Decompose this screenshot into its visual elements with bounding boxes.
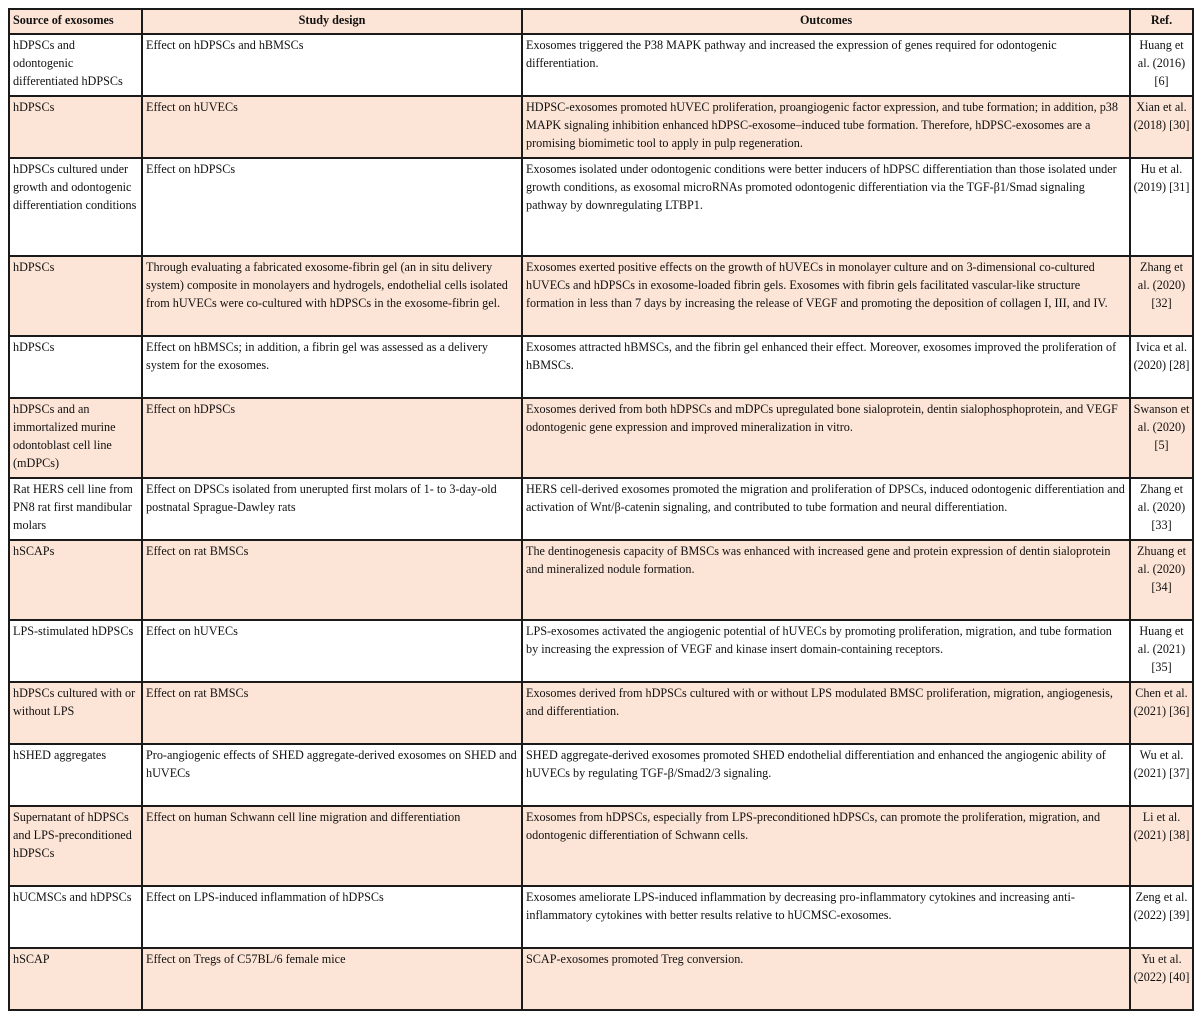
cell-source: LPS-stimulated hDPSCs (9, 620, 142, 682)
table-row (9, 34, 1193, 96)
cell-study-design: Effect on Tregs of C57BL/6 female mice (142, 948, 522, 1010)
cell-ref: Zeng et al. (2022) [39] (1130, 886, 1193, 948)
cell-study-design: Effect on rat BMSCs (142, 682, 522, 744)
cell-study-design: Effect on hBMSCs; in addition, a fibrin gel was assessed as a delivery system for the exosomes. (142, 336, 522, 398)
cell-outcomes: Exosomes isolated under odontogenic conditions were better inducers of hDPSC differentiation than those isolated under growth conditions, as exosomal microRNAs promoted odontogenic differentiation via the TGF-β1/Smad signaling pathway by downregulating LTBP1. (522, 158, 1130, 256)
table-row (9, 478, 1193, 540)
cell-study-design: Effect on hDPSCs (142, 158, 522, 256)
cell-study-design: Effect on hUVECs (142, 96, 522, 158)
table-row (9, 540, 1193, 620)
cell-source: hSCAP (9, 948, 142, 1010)
cell-study-design: Effect on rat BMSCs (142, 540, 522, 620)
cell-ref: Zhang et al. (2020) [33] (1130, 478, 1193, 540)
cell-ref: Huang et al. (2021) [35] (1130, 620, 1193, 682)
cell-outcomes: The dentinogenesis capacity of BMSCs was enhanced with increased gene and protein expression of dentin sialoprotein and mineralized nodule formation. (522, 540, 1130, 620)
table-row (9, 948, 1193, 1010)
table-row (9, 744, 1193, 806)
header-row (9, 9, 1193, 34)
header-ref: Ref. (1130, 9, 1193, 34)
cell-outcomes: Exosomes derived from hDPSCs cultured with or without LPS modulated BMSC proliferation, migration, angiogenesis, and differentiation. (522, 682, 1130, 744)
table-row (9, 158, 1193, 256)
cell-outcomes: Exosomes exerted positive effects on the growth of hUVECs in monolayer culture and on 3-dimensional co-cultured hUVECs and hDPSCs in exosome-loaded fibrin gels. Exosomes with fibrin gels facilitated vascular-like structure formation in less than 7 days by increasing the release of VEGF and promoting the deposition of collagen I, III, and IV. (522, 256, 1130, 336)
cell-source: hDPSCs and odontogenic differentiated hDPSCs (9, 34, 142, 96)
cell-ref: Wu et al. (2021) [37] (1130, 744, 1193, 806)
cell-study-design: Effect on hDPSCs and hBMSCs (142, 34, 522, 96)
cell-source: hSHED aggregates (9, 744, 142, 806)
cell-outcomes: Exosomes triggered the P38 MAPK pathway and increased the expression of genes required for odontogenic differentiation. (522, 34, 1130, 96)
table-row (9, 806, 1193, 886)
cell-source: hDPSCs (9, 336, 142, 398)
table-row (9, 336, 1193, 398)
cell-study-design: Effect on DPSCs isolated from unerupted first molars of 1- to 3-day-old postnatal Sprague-Dawley rats (142, 478, 522, 540)
cell-outcomes: SCAP-exosomes promoted Treg conversion. (522, 948, 1130, 1010)
table-row (9, 256, 1193, 336)
cell-study-design: Effect on human Schwann cell line migration and differentiation (142, 806, 522, 886)
cell-outcomes: SHED aggregate-derived exosomes promoted SHED endothelial differentiation and enhanced the angiogenic ability of hUVECs by regulating TGF-β/Smad2/3 signaling. (522, 744, 1130, 806)
cell-ref: Yu et al. (2022) [40] (1130, 948, 1193, 1010)
header-source: Source of exosomes (9, 9, 142, 34)
cell-source: Supernatant of hDPSCs and LPS-preconditioned hDPSCs (9, 806, 142, 886)
cell-outcomes: Exosomes derived from both hDPSCs and mDPCs upregulated bone sialoprotein, dentin sialophosphoprotein, and VEGF odontogenic gene expression and improved mineralization in vitro. (522, 398, 1130, 478)
cell-ref: Ivica et al. (2020) [28] (1130, 336, 1193, 398)
cell-ref: Zhang et al. (2020) [32] (1130, 256, 1193, 336)
cell-outcomes: Exosomes from hDPSCs, especially from LPS-preconditioned hDPSCs, can promote the proliferation, migration, and odontogenic differentiation of Schwann cells. (522, 806, 1130, 886)
cell-ref: Chen et al. (2021) [36] (1130, 682, 1193, 744)
cell-source: hSCAPs (9, 540, 142, 620)
cell-outcomes: LPS-exosomes activated the angiogenic potential of hUVECs by promoting proliferation, migration, and tube formation by increasing the expression of VEGF and kinase insert domain-containing receptors. (522, 620, 1130, 682)
header-study-design: Study design (142, 9, 522, 34)
cell-ref: Li et al. (2021) [38] (1130, 806, 1193, 886)
cell-source: hDPSCs cultured under growth and odontogenic differentiation conditions (9, 158, 142, 256)
table-body (9, 34, 1193, 1010)
cell-study-design: Pro-angiogenic effects of SHED aggregate-derived exosomes on SHED and hUVECs (142, 744, 522, 806)
header-outcomes: Outcomes (522, 9, 1130, 34)
cell-source: hDPSCs cultured with or without LPS (9, 682, 142, 744)
exosome-studies-table (8, 8, 1194, 1011)
cell-source: hDPSCs (9, 256, 142, 336)
cell-ref: Hu et al. (2019) [31] (1130, 158, 1193, 256)
cell-source: hDPSCs (9, 96, 142, 158)
table-row (9, 886, 1193, 948)
cell-study-design: Effect on LPS-induced inflammation of hDPSCs (142, 886, 522, 948)
cell-study-design: Through evaluating a fabricated exosome-fibrin gel (an in situ delivery system) composite in monolayers and hydrogels, endothelial cells isolated from hUVECs were co-cultured with hDPSCs in the exosome-fibrin gel. (142, 256, 522, 336)
cell-outcomes: Exosomes attracted hBMSCs, and the fibrin gel enhanced their effect. Moreover, exosomes improved the proliferation of hBMSCs. (522, 336, 1130, 398)
cell-outcomes: HERS cell-derived exosomes promoted the migration and proliferation of DPSCs, induced odontogenic differentiation and activation of Wnt/β-catenin signaling, and contributed to tube formation and neural differentiation. (522, 478, 1130, 540)
table-row (9, 398, 1193, 478)
cell-study-design: Effect on hUVECs (142, 620, 522, 682)
cell-source: Rat HERS cell line from PN8 rat first mandibular molars (9, 478, 142, 540)
table-row (9, 620, 1193, 682)
cell-outcomes: HDPSC-exosomes promoted hUVEC proliferation, proangiogenic factor expression, and tube formation; in addition, p38 MAPK signaling inhibition enhanced hDPSC-exosome–induced tube formation. Therefore, hDPSC-exosomes are a promising biomimetic tool to apply in pulp regeneration. (522, 96, 1130, 158)
cell-source: hDPSCs and an immortalized murine odontoblast cell line (mDPCs) (9, 398, 142, 478)
exosome-studies-table-container (8, 8, 1192, 1011)
cell-study-design: Effect on hDPSCs (142, 398, 522, 478)
cell-ref: Zhuang et al. (2020) [34] (1130, 540, 1193, 620)
cell-ref: Huang et al. (2016) [6] (1130, 34, 1193, 96)
cell-ref: Xian et al. (2018) [30] (1130, 96, 1193, 158)
table-row (9, 682, 1193, 744)
cell-outcomes: Exosomes ameliorate LPS-induced inflammation by decreasing pro-inflammatory cytokines and increasing anti-inflammatory cytokines with better results relative to hUCMSC-exosomes. (522, 886, 1130, 948)
cell-ref: Swanson et al. (2020) [5] (1130, 398, 1193, 478)
table-row (9, 96, 1193, 158)
cell-source: hUCMSCs and hDPSCs (9, 886, 142, 948)
